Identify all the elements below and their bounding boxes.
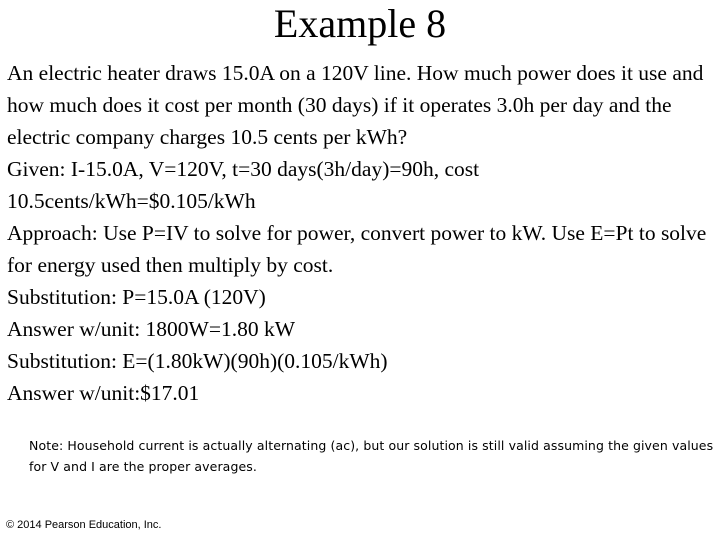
- substitution-power-line: Substitution: P=15.0A (120V): [7, 285, 266, 309]
- answer-cost-line: Answer w/unit:$17.01: [7, 381, 200, 405]
- footnote: Note: Household current is actually alternating (ac), but our solution is still valid assuming the given values for V and I are the proper averages.: [29, 438, 714, 474]
- substitution-energy-line: Substitution: E=(1.80kW)(90h)(0.105/kWh): [7, 349, 388, 373]
- slide-title: Example 8: [273, 1, 447, 46]
- problem-statement: An electric heater draws 15.0A on a 120V line. How much power does it use and how much does it cost per month (30 days) if it operates 3.0h per day and the electric company charges 10.5 cents per kWh?: [7, 61, 704, 149]
- copyright-footer: © 2014 Pearson Education, Inc.: [6, 519, 162, 531]
- given-line: Given: I-15.0A, V=120V, t=30 days(3h/day)=90h, cost 10.5cents/kWh=$0.105/kWh: [7, 157, 480, 213]
- approach-line: Approach: Use P=IV to solve for power, convert power to kW. Use E=Pt to solve for energy used then multiply by cost.: [7, 221, 707, 277]
- answer-power-line: Answer w/unit: 1800W=1.80 kW: [7, 317, 296, 341]
- slide-body: [7, 57, 713, 409]
